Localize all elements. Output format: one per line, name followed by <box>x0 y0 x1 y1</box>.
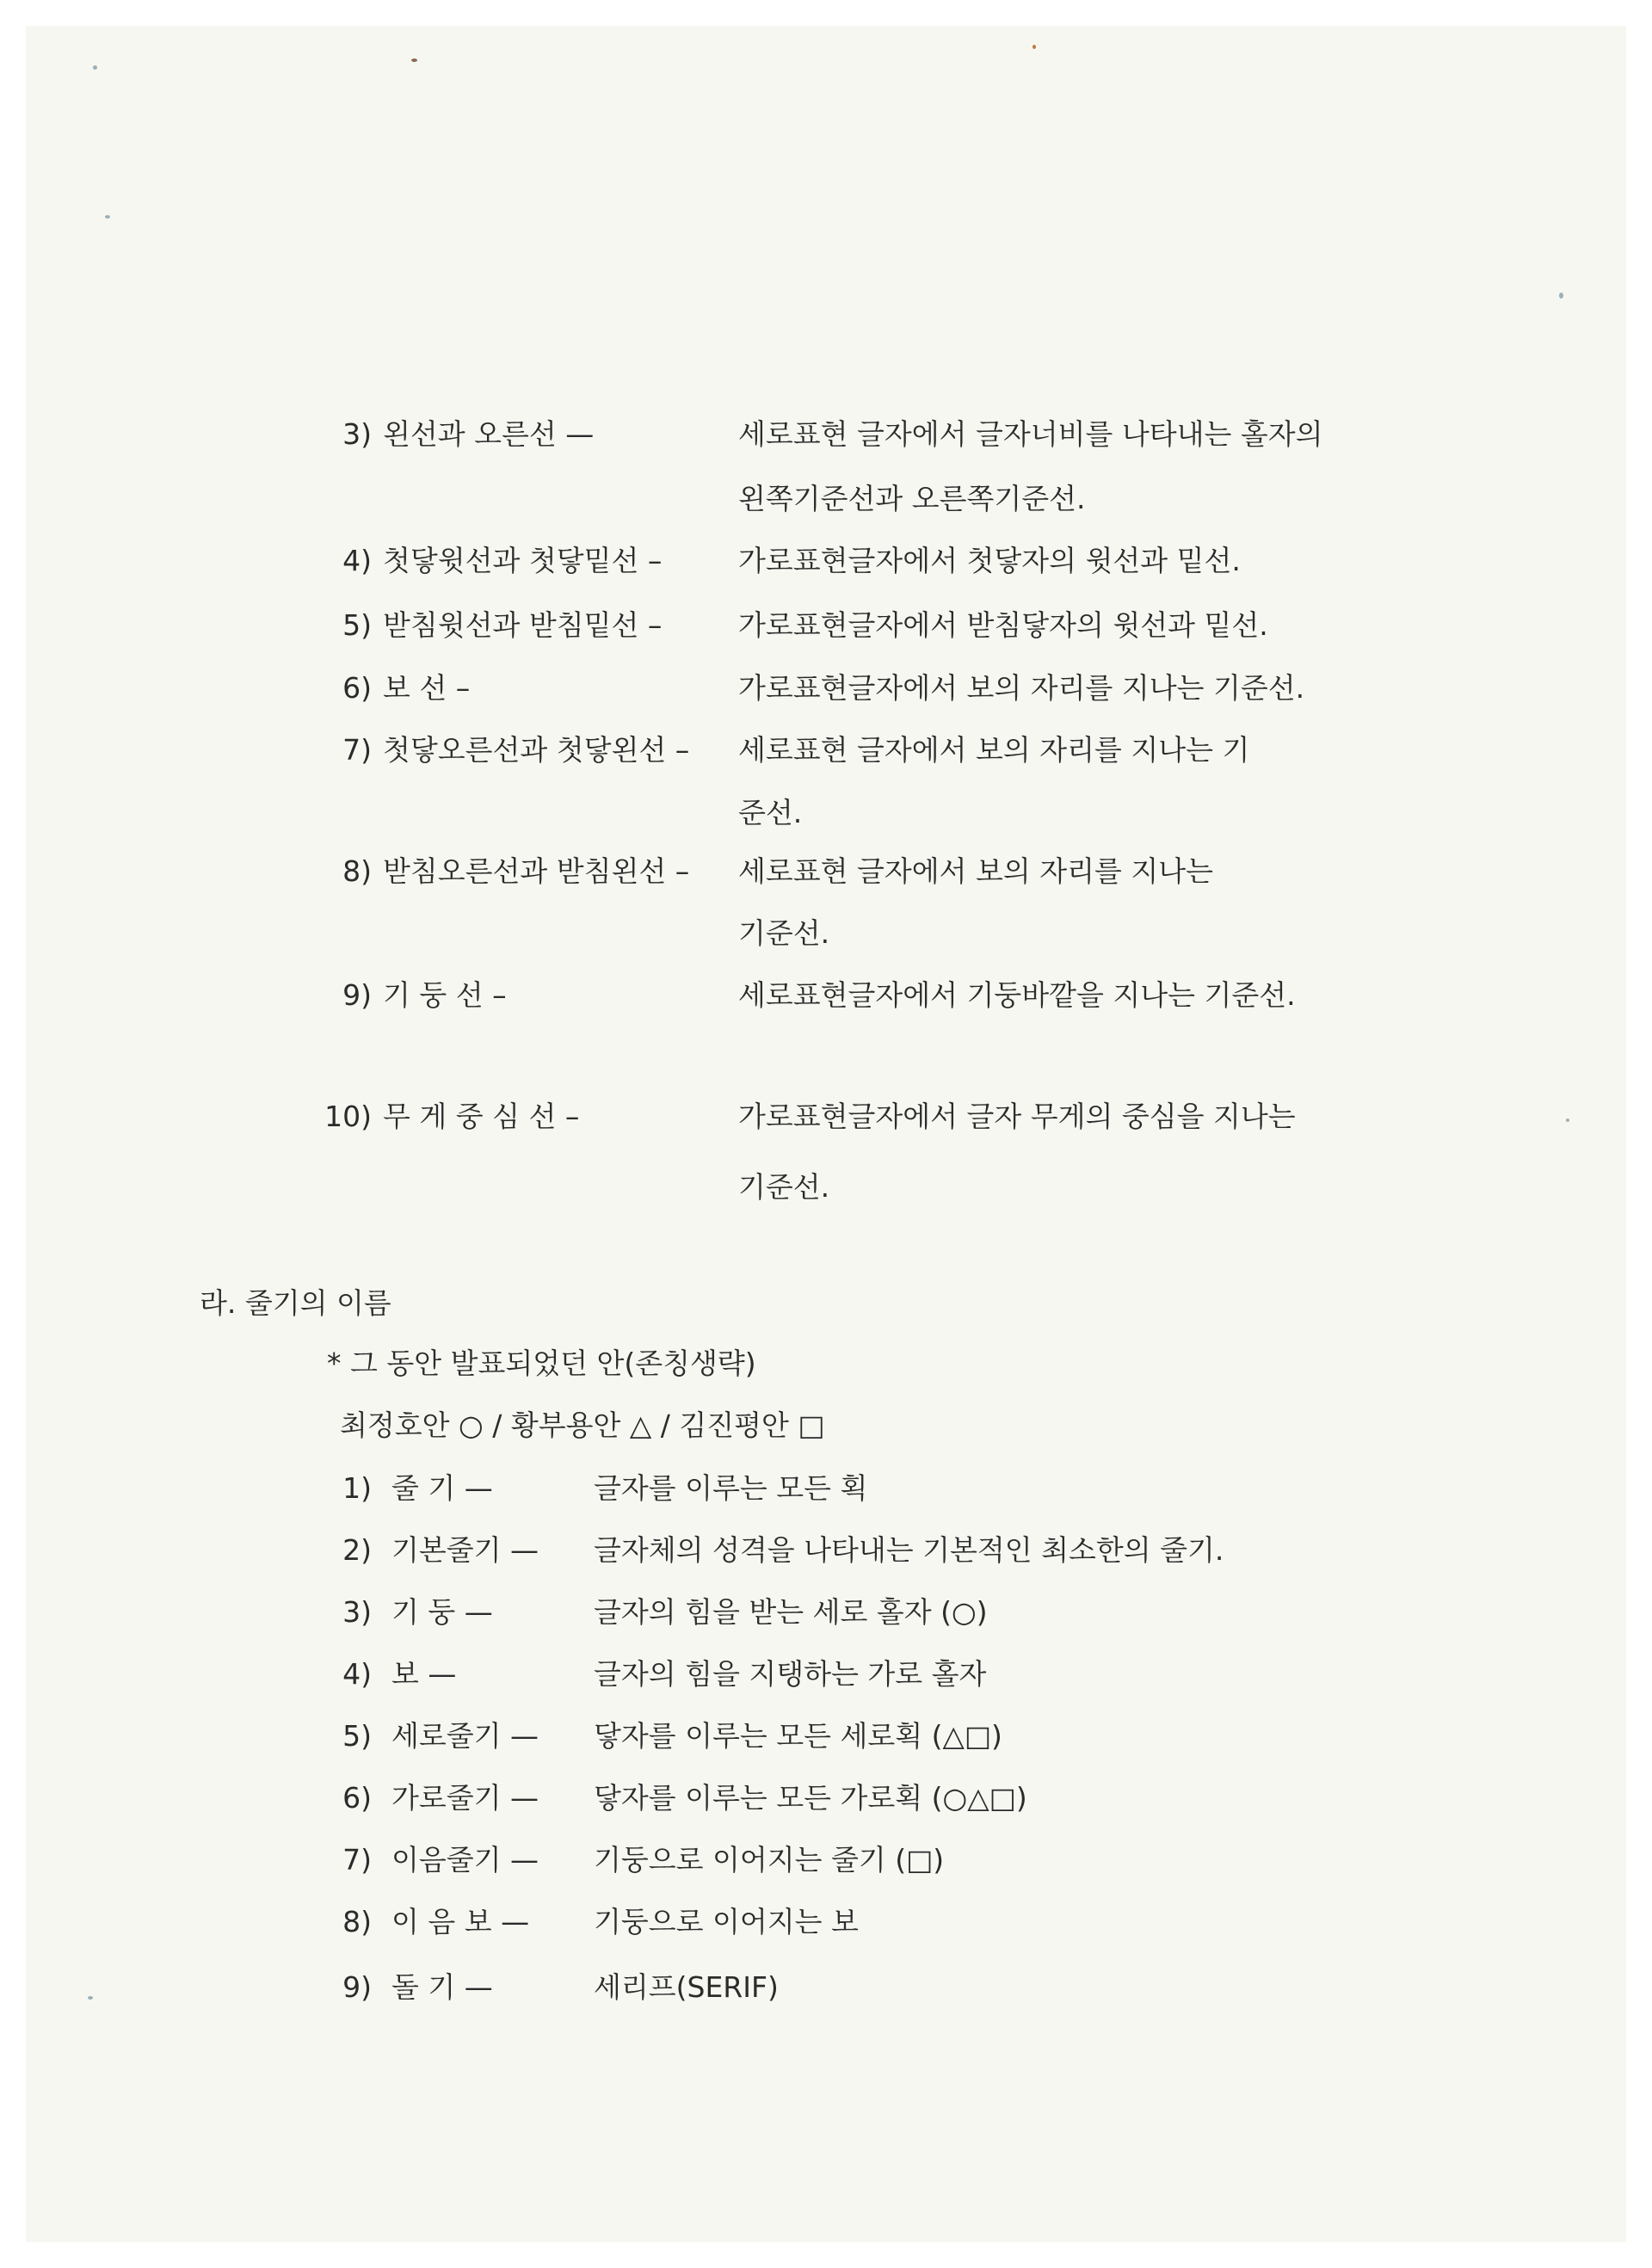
item-description: 글자체의 성격을 나타내는 기본적인 최소한의 줄기. <box>594 1533 1224 1567</box>
item-number: 6) <box>342 1781 372 1815</box>
item-term: 기본줄기 — <box>391 1533 539 1567</box>
item-term: 가로줄기 — <box>391 1781 539 1815</box>
item-description-continued: 기준선. <box>738 916 830 950</box>
item-term: 기 둥 선 – <box>383 978 507 1012</box>
item-description: 세로표현 글자에서 글자너비를 나타내는 홀자의 <box>738 417 1323 451</box>
item-description-continued: 준선. <box>738 796 803 829</box>
item-description: 세리프(SERIF) <box>594 1970 779 2004</box>
item-number: 7) <box>342 733 372 767</box>
item-number: 9) <box>342 1970 372 2004</box>
scan-speck <box>88 1996 93 2000</box>
item-number: 5) <box>342 1719 372 1753</box>
item-number: 9) <box>342 978 372 1012</box>
item-number: 3) <box>342 1595 372 1629</box>
item-number: 3) <box>342 417 372 451</box>
item-description: 세로표현 글자에서 보의 자리를 지나는 <box>738 854 1214 888</box>
item-number: 10) <box>324 1100 372 1133</box>
item-description: 기둥으로 이어지는 보 <box>594 1905 859 1938</box>
item-term: 이음줄기 — <box>391 1843 539 1877</box>
item-term: 받침오른선과 받침왼선 – <box>383 854 690 888</box>
item-term: 보 선 – <box>383 671 471 705</box>
proposal-note-text: * 그 동안 발표되었던 안(존칭생략) <box>327 1347 756 1380</box>
scan-speck <box>105 215 110 219</box>
item-number: 1) <box>342 1471 372 1505</box>
item-description-continued: 기준선. <box>738 1170 830 1204</box>
scan-speck <box>1566 1119 1569 1122</box>
item-description: 글자의 힘을 받는 세로 홀자 (○) <box>594 1595 988 1629</box>
item-number: 2) <box>342 1533 372 1567</box>
item-term: 왼선과 오른선 — <box>383 417 595 451</box>
item-description: 가로표현글자에서 받침닿자의 윗선과 밑선. <box>738 608 1268 642</box>
item-number: 5) <box>342 608 372 642</box>
item-description: 글자의 힘을 지탱하는 가로 홀자 <box>594 1657 987 1691</box>
item-number: 4) <box>342 1657 372 1691</box>
proposal-legend-text: 최정호안 ○ / 황부용안 △ / 김진평안 □ <box>340 1408 825 1442</box>
item-term: 기 둥 — <box>391 1595 493 1629</box>
item-number: 8) <box>342 1905 372 1938</box>
scan-speck <box>1032 45 1036 49</box>
item-description: 세로표현 글자에서 보의 자리를 지나는 기 <box>738 733 1250 767</box>
item-description: 세로표현글자에서 기둥바깥을 지나는 기준선. <box>738 978 1296 1012</box>
item-term: 세로줄기 — <box>391 1719 539 1753</box>
scan-speck <box>93 65 97 70</box>
item-description: 닿자를 이루는 모든 가로획 (○△□) <box>594 1781 1027 1815</box>
item-number: 7) <box>342 1843 372 1877</box>
item-term: 첫닿오른선과 첫닿왼선 – <box>383 733 690 767</box>
item-term: 줄 기 — <box>391 1471 493 1505</box>
item-description-continued: 왼쪽기준선과 오른쪽기준선. <box>738 482 1086 515</box>
item-number: 6) <box>342 671 372 705</box>
item-term: 보 — <box>391 1657 457 1691</box>
item-description: 닿자를 이루는 모든 세로획 (△□) <box>594 1719 1002 1753</box>
scan-speck <box>411 59 417 62</box>
item-term: 첫닿윗선과 첫닿밑선 – <box>383 544 663 577</box>
item-description: 가로표현글자에서 첫닿자의 윗선과 밑선. <box>738 544 1241 577</box>
item-description: 글자를 이루는 모든 획 <box>594 1471 868 1505</box>
item-description: 기둥으로 이어지는 줄기 (□) <box>594 1843 945 1877</box>
item-term: 받침윗선과 받침밑선 – <box>383 608 663 642</box>
section-heading-text: 라. 줄기의 이름 <box>200 1286 391 1320</box>
item-term: 무 게 중 심 선 – <box>383 1100 580 1133</box>
scan-speck <box>1559 293 1563 299</box>
item-description: 가로표현글자에서 보의 자리를 지나는 기준선. <box>738 671 1305 705</box>
item-number: 4) <box>342 544 372 577</box>
item-term: 이 음 보 — <box>391 1905 530 1938</box>
item-term: 돌 기 — <box>391 1970 493 2004</box>
item-description: 가로표현글자에서 글자 무게의 중심을 지나는 <box>738 1100 1296 1133</box>
item-number: 8) <box>342 854 372 888</box>
